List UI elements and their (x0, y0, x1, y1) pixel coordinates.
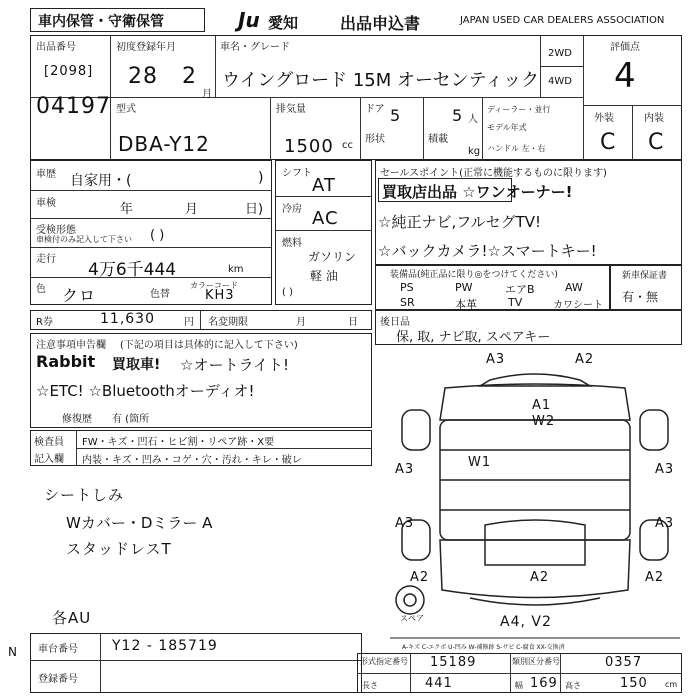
seats-value: 5 (452, 106, 464, 125)
engine-value: 1500 (284, 136, 334, 157)
eval-ext-label: 外装 (594, 113, 614, 124)
mileage-unit: km (228, 264, 244, 275)
equip-label: 装備品(純正品に限り◎をつけてください) (390, 270, 558, 280)
repair-text: 有 (箇所 (112, 414, 150, 425)
equip-airbag: エアB (505, 283, 535, 296)
checker-interior: 内装・キズ・凹み・コゲ・穴・汚れ・キレ・破レ (82, 455, 302, 466)
repair-label: 修復歴 (62, 414, 92, 425)
reg-label: 初度登録年月 (116, 42, 176, 53)
fuel-paren: ( ) (282, 287, 293, 298)
damage-w1: W1 (468, 455, 492, 470)
history-label: 車歴 (36, 169, 56, 180)
shape-label: 形状 (365, 134, 385, 145)
equip-aw: AW (565, 281, 583, 294)
drive-2wd: 2WD (548, 48, 572, 59)
width-label: 幅 (515, 681, 523, 690)
rear-value: 保, 取, ナビ取, スペアキー (396, 330, 551, 345)
model-value: DBA-Y12 (118, 132, 210, 156)
lot-label: 出品番号 (36, 42, 76, 53)
reception-note: 車検付のみ記入して下さい (36, 235, 132, 244)
reception-paren: ( ) (150, 228, 165, 243)
damage-a2-mid: A2 (530, 570, 550, 585)
color-code-label: カラーコード (190, 281, 238, 290)
car-damage-diagram (380, 350, 690, 640)
damage-w2: W2 (532, 414, 556, 429)
damage-a3-top: A3 (486, 352, 506, 367)
note-studless: スタッドレスT (66, 540, 172, 558)
model-label: 型式 (116, 104, 136, 115)
type-cert-value: 15189 (430, 655, 477, 670)
equip-pw: PW (455, 281, 473, 294)
name-change-month: 月 (296, 317, 306, 328)
equip-ps: PS (400, 281, 414, 294)
recycle-row (30, 310, 372, 330)
guarantee-value: 有・無 (622, 290, 659, 304)
ju-logo: Ju (238, 8, 260, 32)
engine-unit: cc (342, 140, 353, 151)
damage-legend: A-キズ C-エクボ U-凹み W-補修跡 S-サビ C-腐食 XX-交換済 (402, 644, 565, 651)
recycle-label: R券 (36, 317, 53, 328)
inspection-month: 月 (185, 202, 199, 217)
aircon-value: AC (312, 208, 339, 229)
equip-sr: SR (400, 296, 415, 309)
rear-label: 後日品 (380, 317, 410, 328)
height-value: 150 (620, 676, 648, 691)
form-title: 出品申込書 (340, 14, 421, 33)
length-value: 441 (425, 676, 453, 691)
equip-tv: TV (508, 296, 523, 309)
damage-rear: A4, V2 (500, 614, 552, 630)
chassis-value: Y12 - 185719 (112, 638, 218, 654)
margin-n: N (8, 645, 18, 659)
damage-a1: A1 (532, 398, 552, 413)
color-label: 色 (36, 284, 46, 295)
color-code: KH3 (205, 288, 235, 303)
rabbit-line2: ☆ETC! ☆Bluetoothオーディオ! (36, 382, 255, 400)
damage-a3-right1: A3 (655, 462, 675, 477)
damage-a2-br: A2 (645, 570, 665, 585)
association-name: JAPAN USED CAR DEALERS ASSOCIATION (460, 15, 665, 26)
inspection-label: 車検 (36, 198, 56, 209)
sales-line3: ☆バックカメラ!☆スマートキー! (378, 242, 597, 260)
fuel-gasoline: ガソリン (308, 250, 357, 264)
length-label: 長さ (362, 681, 378, 690)
width-value: 169 (530, 676, 558, 691)
org-name: 愛知 (268, 14, 299, 32)
engine-label: 排気量 (276, 104, 306, 115)
storage-tag-text: 車内保管・守衛保管 (38, 14, 164, 30)
mileage-label: 走行 (36, 254, 56, 265)
spare-label: スペア (400, 614, 424, 623)
checker-label2: 記入欄 (34, 454, 64, 465)
eval-label: 評価点 (610, 42, 640, 53)
eval-int: C (648, 130, 665, 155)
note-seat-stain: シートしみ (44, 486, 125, 504)
doors-label: ドア (365, 104, 385, 115)
reg-month: 2 (182, 64, 197, 89)
rabbit-title: 買取車! (112, 357, 161, 373)
drive-4wd: 4WD (548, 76, 572, 87)
car-name: ウイングロード 15M オーセンティック (222, 70, 540, 91)
damage-a2-bl: A2 (410, 570, 430, 585)
reg-month-unit: 月 (202, 89, 212, 100)
sales-label: セールスポイント(正常に機能するものに限ります) (380, 168, 607, 179)
sales-line1: 買取店出品 ☆ワンオーナー! (382, 183, 573, 201)
shift-label: シフト (282, 168, 312, 179)
checker-label1: 検査員 (34, 437, 64, 448)
dealer-parallel: ディーラー・並行 (487, 105, 551, 114)
chassis-label: 車台番号 (38, 644, 78, 655)
sales-line2: ☆純正ナビ,フルセグTV! (378, 213, 542, 231)
guarantee-label: 新車保証書 (622, 271, 668, 281)
notes-label: 注意事項申告欄 (36, 340, 106, 351)
notes-hint: (下記の項目は具体的に記入して下さい) (120, 340, 298, 351)
mileage-value: 4万6千444 (88, 260, 177, 280)
rabbit-line1: ☆オートライト! (180, 356, 290, 374)
car-label: 車名・グレード (220, 42, 290, 53)
reg-year: 28 (128, 64, 158, 89)
seats-unit: 人 (468, 114, 478, 125)
note-au: 各AU (52, 609, 92, 627)
damage-a3-left2: A3 (395, 516, 415, 531)
inspection-year: 年 (120, 202, 134, 217)
capacity-label: 積載 (428, 134, 448, 145)
eval-score: 4 (614, 56, 637, 96)
doors-value: 5 (390, 106, 402, 125)
class-no-value: 0357 (605, 655, 643, 670)
rabbit-brand: Rabbit (36, 352, 96, 371)
reception-label: 受検形態 (36, 225, 76, 236)
model-year: モデル年式 (487, 123, 527, 132)
note-covers: Wカバー・Dミラー A (66, 514, 213, 532)
fuel-diesel: 軽 油 (310, 269, 338, 283)
shift-value: AT (312, 175, 336, 196)
history-value: 自家用・( (70, 173, 132, 189)
recycle-value: 11,630 (100, 311, 155, 327)
recycle-unit: 円 (184, 317, 194, 328)
lot-bracket: [2098] (44, 64, 94, 79)
name-change-label: 名変期限 (208, 317, 248, 328)
damage-a3-right2: A3 (655, 516, 675, 531)
color-tone: 色替 (150, 289, 170, 300)
capacity-kg: kg (468, 146, 481, 157)
equip-3rd-seat: カワシート (553, 300, 603, 311)
type-cert-label: 形式指定番号 (360, 657, 408, 666)
height-label: 高さ (565, 681, 581, 690)
name-change-day: 日 (348, 317, 358, 328)
color-value: クロ (62, 286, 97, 305)
checker-fw: FW・キズ・凹石・ヒビ割・リペア跡・X要 (82, 437, 275, 448)
steering-side: ハンドル 左・右 (487, 144, 546, 153)
cm-unit: cm (665, 680, 678, 689)
lot-number: 04197 (36, 94, 111, 119)
damage-a2-top: A2 (575, 352, 595, 367)
damage-a3-left1: A3 (395, 462, 415, 477)
inspection-day: 日) (245, 202, 264, 217)
equip-leather: 本革 (455, 298, 477, 311)
eval-int-label: 内装 (644, 113, 664, 124)
aircon-label: 冷房 (282, 204, 302, 215)
fuel-label: 燃料 (282, 238, 302, 249)
class-no-label: 類別区分番号 (512, 657, 560, 666)
eval-ext: C (600, 130, 617, 155)
registration-label: 登録番号 (38, 674, 78, 685)
history-close: ) (258, 170, 264, 186)
